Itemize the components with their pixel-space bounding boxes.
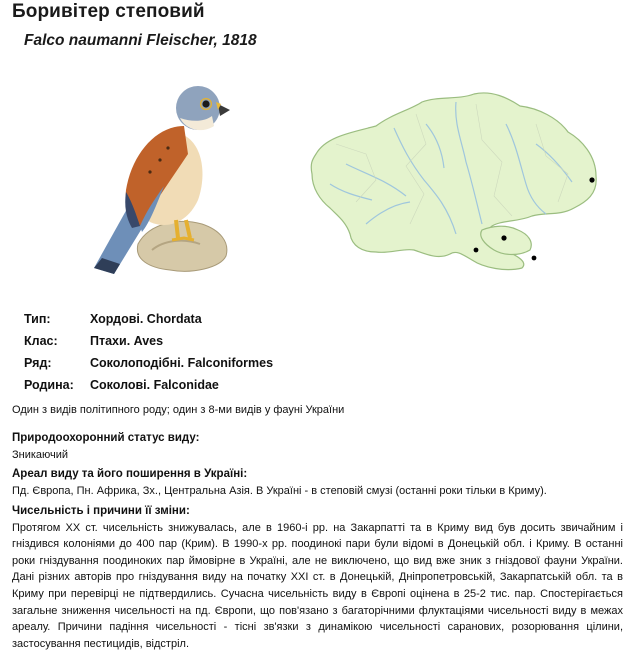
genus-note: Один з видів політипного роду; один з 8-ми видів у фауні України bbox=[12, 404, 345, 416]
taxonomy-row bbox=[16, 374, 273, 396]
latin-name: Falco naumanni Fleischer, 1818 bbox=[24, 32, 257, 49]
taxon-value: Птахи. Aves bbox=[90, 334, 164, 348]
kestrel-illustration bbox=[80, 72, 250, 292]
taxon-rank: Ряд: bbox=[24, 356, 52, 370]
taxon-rank: Тип: bbox=[24, 312, 51, 326]
status-heading: Природоохоронний статус виду: bbox=[12, 432, 200, 444]
range-text: Пд. Європа, Пн. Африка, Зх., Центральна Азія. В Україні - в степовій смузі (останні роки тільки в Криму). bbox=[12, 484, 547, 497]
taxonomy-table bbox=[16, 308, 273, 396]
range-section bbox=[12, 466, 623, 499]
range-heading: Ареал виду та його поширення в Україні: bbox=[12, 468, 248, 480]
taxon-value: Соколоподібні. Falconiformes bbox=[90, 356, 274, 370]
taxonomy-row bbox=[16, 308, 273, 330]
species-title: Боривітер степовий bbox=[12, 1, 205, 22]
taxon-rank: Родина: bbox=[24, 378, 74, 392]
taxonomy-row bbox=[16, 352, 273, 374]
taxon-rank: Клас: bbox=[24, 334, 58, 348]
abundance-section bbox=[12, 503, 623, 652]
taxon-value: Соколові. Falconidae bbox=[90, 378, 219, 392]
status-text: Зникаючий bbox=[12, 448, 69, 461]
status-section bbox=[12, 430, 623, 463]
abundance-text: Протягом XX ст. чисельність знижувалась, але в 1960-і рр. на Закарпатті та в Криму вид був досить звичайним і гніздився колоніями до 400 пар (Крим). В 1990-х рр. поодинокі пари були відомі в Донецькій обл. і Криму. В останні роки гніздування поодиноких пар ймовірне в Україні, але не виключено, що вид вже зник з гніздової фауни України. Дані різних авторів про гніздування виду на початку XXI ст. в Донецькій, Дніпропетровській, Закарпатській обл. та в Криму при перевірці не підтвердились. Сучасна чисельність виду в Європі оцінена в 25-2 тис. пар. Спостерігається загальне зниження чисельності на пд. Європи, що пов'язано з багаторічними флуктаціями чисельності виду в межах ареалу. Причини падіння чисельності - тісні зв'язки з динамікою чисельності саранових, розорювання цілини, застосування пестицидів, відстріл. bbox=[12, 521, 623, 650]
taxonomy-row bbox=[16, 330, 273, 352]
taxon-value: Хордові. Chordata bbox=[90, 312, 202, 326]
range-map bbox=[306, 84, 602, 274]
abundance-heading: Чисельність і причини її зміни: bbox=[12, 505, 190, 517]
